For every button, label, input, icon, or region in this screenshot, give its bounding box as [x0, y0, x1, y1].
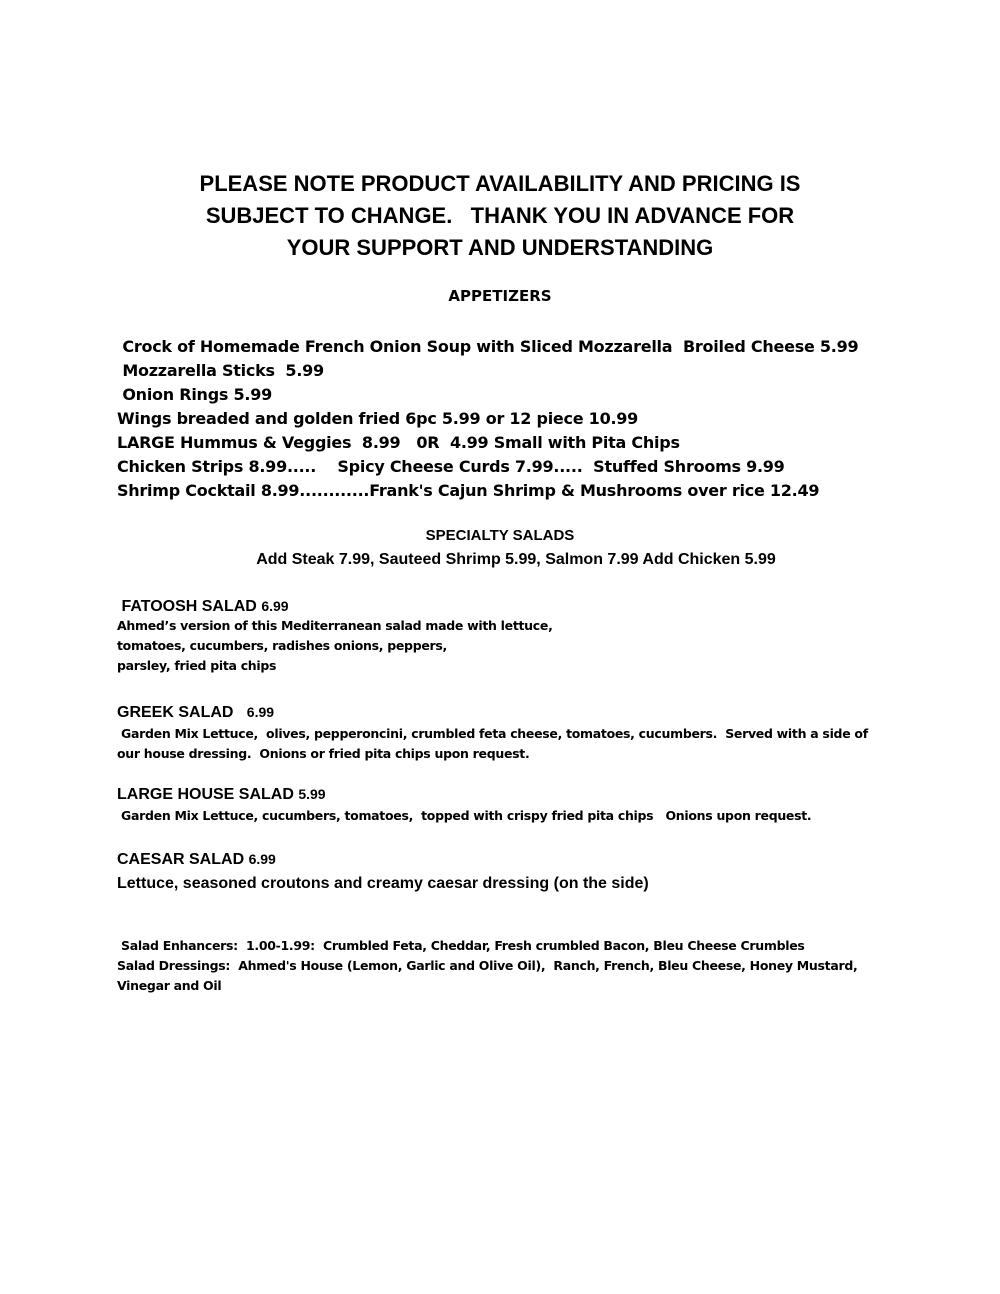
appetizer-item: Shrimp Cocktail 8.99............Frank's Cajun Shrimp & Mushrooms over rice 12.49 [117, 481, 820, 500]
notice-line: PLEASE NOTE PRODUCT AVAILABILITY AND PRICING IS [199, 171, 801, 196]
salad-enhancers: Salad Enhancers: 1.00-1.99: Crumbled Feta, Cheddar, Fresh crumbled Bacon, Bleu Cheese Crumbles [117, 938, 805, 953]
salad-name: CAESAR SALAD [117, 851, 249, 868]
specialty-addons: Add Steak 7.99, Sauteed Shrimp 5.99, Salmon 7.99 Add Chicken 5.99 [256, 551, 776, 568]
caesar-salad [117, 851, 649, 895]
salad-description: Lettuce, seasoned croutons and creamy caesar dressing (on the side) [117, 875, 649, 892]
appetizer-item: Mozzarella Sticks 5.99 [117, 361, 324, 380]
appetizers-heading: APPETIZERS [448, 287, 552, 305]
salad-dressings-cont: Vinegar and Oil [117, 978, 222, 993]
salad-title [117, 598, 553, 616]
salad-price: 6.99 [261, 598, 289, 614]
appetizer-item: Chicken Strips 8.99..... Spicy Cheese Curds 7.99..... Stuffed Shrooms 9.99 [117, 457, 785, 476]
salad-description: our house dressing. Onions or fried pita chips upon request. [117, 746, 530, 761]
pricing-notice [0, 168, 1000, 264]
salad-price: 6.99 [246, 704, 275, 720]
salad-price: 5.99 [298, 786, 326, 802]
salad-title [117, 704, 868, 722]
appetizer-item: Onion Rings 5.99 [117, 385, 272, 404]
salad-extras [117, 936, 857, 996]
salad-description: parsley, fried pita chips [117, 658, 277, 673]
notice-line: YOUR SUPPORT AND UNDERSTANDING [286, 235, 714, 260]
salad-description: Garden Mix Lettuce, olives, pepperoncini, crumbled feta cheese, tomatoes, cucumbers. Served with a side of [117, 726, 868, 741]
salad-description: tomatoes, cucumbers, radishes onions, peppers, [117, 638, 447, 653]
salad-title [117, 786, 811, 804]
appetizer-item: LARGE Hummus & Veggies 8.99 0R 4.99 Small with Pita Chips [117, 433, 680, 452]
salad-name: GREEK SALAD [117, 704, 247, 721]
notice-line: SUBJECT TO CHANGE. THANK YOU IN ADVANCE FOR [205, 203, 795, 228]
salad-dressings: Salad Dressings: Ahmed's House (Lemon, Garlic and Olive Oil), Ranch, French, Bleu Cheese, Honey Mustard, [117, 958, 858, 973]
appetizer-item: Wings breaded and golden fried 6pc 5.99 or 12 piece 10.99 [117, 409, 639, 428]
salad-name: FATOOSH SALAD [117, 598, 262, 615]
fatoosh-salad [117, 598, 553, 676]
salad-price: 6.99 [248, 851, 276, 867]
appetizer-item: Crock of Homemade French Onion Soup with Sliced Mozzarella Broiled Cheese 5.99 [117, 337, 859, 356]
greek-salad [117, 704, 868, 764]
salad-title [117, 851, 649, 869]
specialty-salads-heading: SPECIALTY SALADS [425, 527, 575, 544]
appetizers-list [117, 335, 858, 503]
large-house-salad [117, 786, 811, 826]
salad-name: LARGE HOUSE SALAD [117, 786, 299, 803]
salad-description: Ahmed’s version of this Mediterranean salad made with lettuce, [117, 618, 553, 633]
salad-description: Garden Mix Lettuce, cucumbers, tomatoes, topped with crispy fried pita chips Onions upon request. [117, 808, 812, 823]
